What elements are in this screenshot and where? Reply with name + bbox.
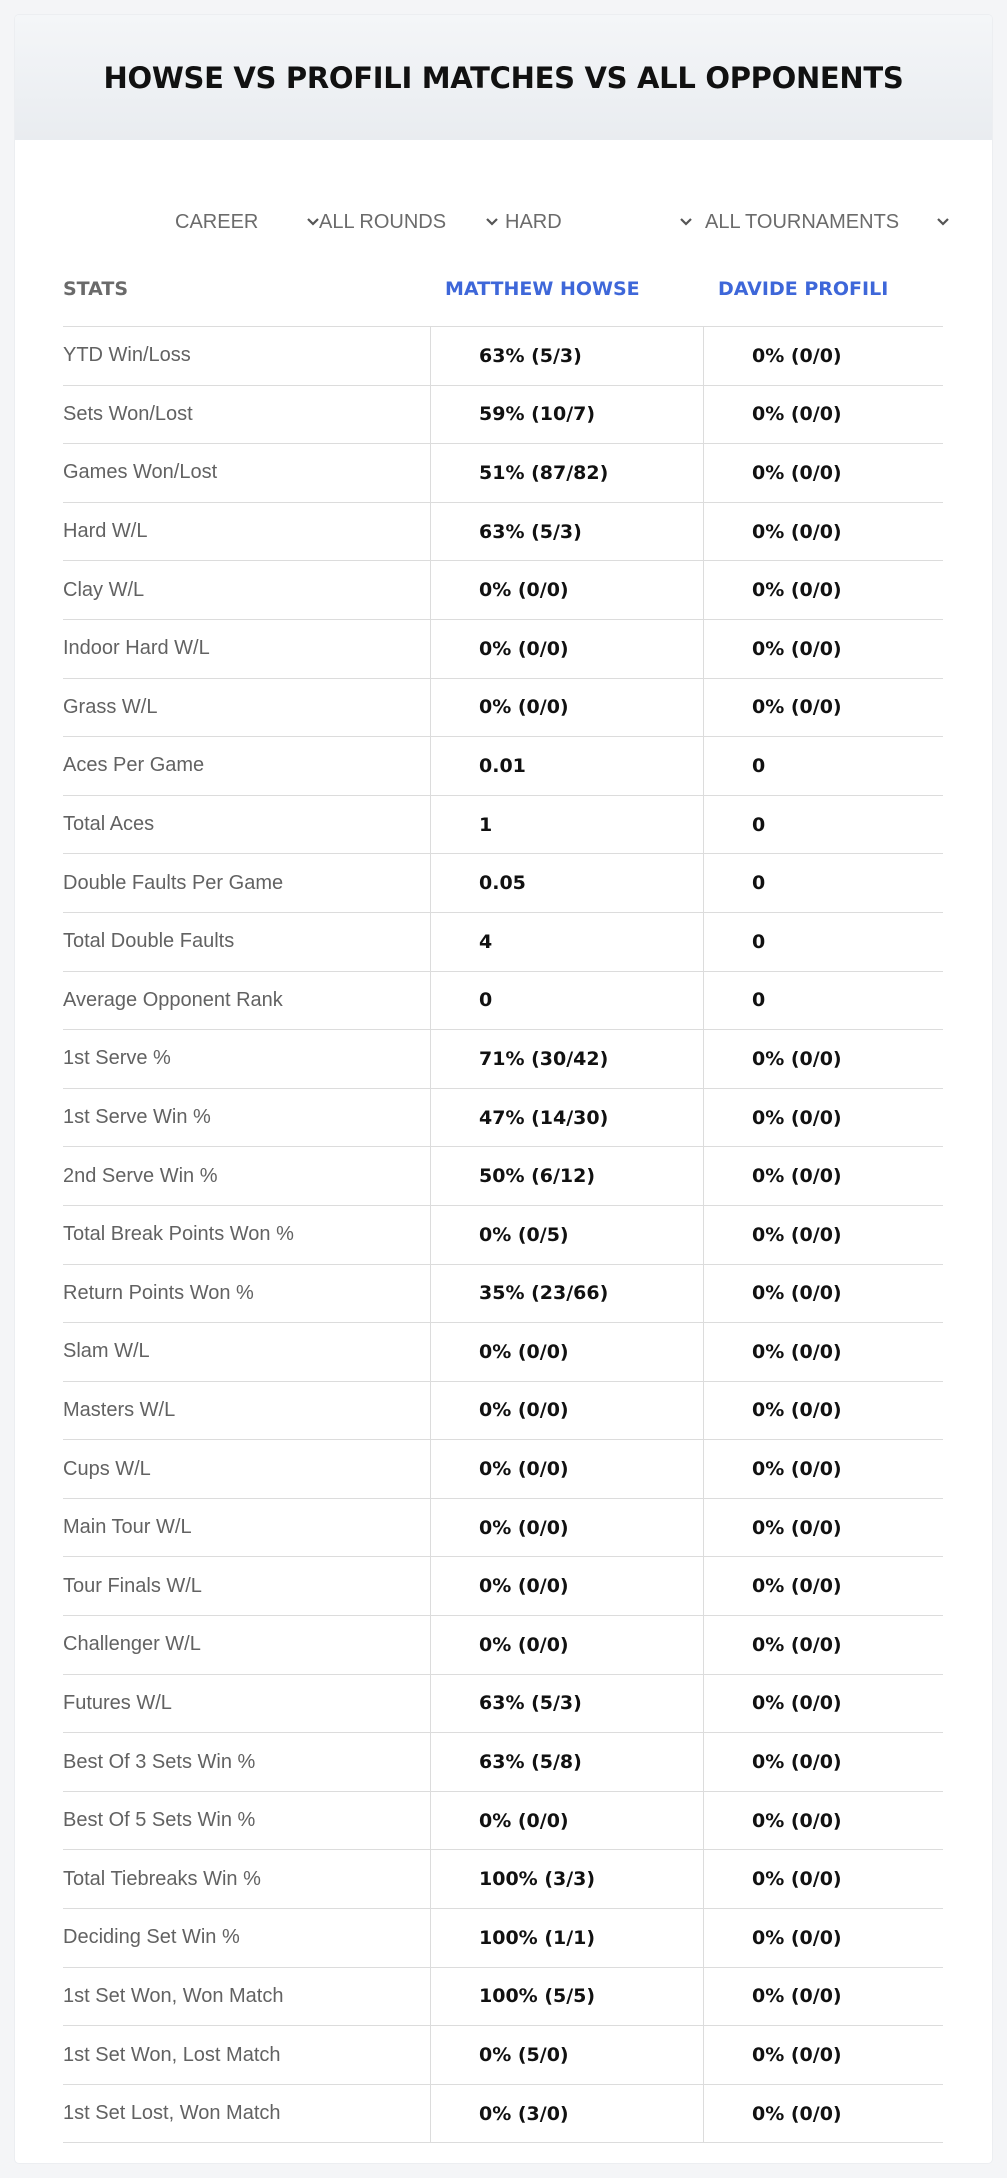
player1-value: 0% (0/0)	[430, 561, 703, 619]
stats-card	[15, 15, 992, 2163]
player1-value: 100% (1/1)	[430, 1909, 703, 1967]
table-row	[63, 1147, 943, 1206]
table-row	[63, 2026, 943, 2085]
player2-value: 0% (0/0)	[703, 386, 943, 444]
round-select-value: ALL ROUNDS	[319, 210, 447, 233]
player2-value: 0% (0/0)	[703, 1089, 943, 1147]
stat-label: Total Double Faults	[63, 930, 235, 953]
table-row	[63, 1440, 943, 1499]
table-row	[63, 1675, 943, 1734]
player2-value: 0% (0/0)	[703, 1382, 943, 1440]
player2-value: 0% (0/0)	[703, 444, 943, 502]
player2-value: 0	[703, 913, 943, 971]
table-body	[63, 327, 943, 2143]
chevron-down-icon	[485, 215, 499, 229]
table-row	[63, 1557, 943, 1616]
table-header	[63, 251, 943, 327]
player1-value: 0% (0/0)	[430, 1499, 703, 1557]
player2-value: 0	[703, 854, 943, 912]
stat-label: Best Of 3 Sets Win %	[63, 1750, 256, 1773]
player1-value: 0.01	[430, 737, 703, 795]
player1-column-header[interactable]: MATTHEW HOWSE	[445, 278, 640, 300]
stat-label: Challenger W/L	[63, 1633, 201, 1656]
table-row	[63, 1030, 943, 1089]
player1-value: 71% (30/42)	[430, 1030, 703, 1088]
stat-label: Tour Finals W/L	[63, 1574, 202, 1597]
table-row	[63, 444, 943, 503]
player1-value: 47% (14/30)	[430, 1089, 703, 1147]
table-row	[63, 854, 943, 913]
table-row	[63, 737, 943, 796]
stat-label: Deciding Set Win %	[63, 1926, 240, 1949]
stat-label: Masters W/L	[63, 1398, 176, 1421]
player2-value: 0% (0/0)	[703, 503, 943, 561]
player1-value: 35% (23/66)	[430, 1265, 703, 1323]
player2-value: 0% (0/0)	[703, 1792, 943, 1850]
stat-label: Cups W/L	[63, 1457, 151, 1480]
table-row	[63, 1850, 943, 1909]
player2-value: 0% (0/0)	[703, 1850, 943, 1908]
surface-select-value: HARD	[505, 210, 562, 233]
player1-value: 0	[430, 972, 703, 1030]
table-row	[63, 1089, 943, 1148]
stat-label: Return Points Won %	[63, 1281, 254, 1304]
surface-select[interactable]	[505, 187, 693, 257]
stat-label: Total Tiebreaks Win %	[63, 1867, 261, 1890]
player1-value: 63% (5/3)	[430, 327, 703, 385]
table-row	[63, 386, 943, 445]
chevron-down-icon	[679, 215, 693, 229]
player2-value: 0% (0/0)	[703, 561, 943, 619]
player2-value: 0% (0/0)	[703, 1499, 943, 1557]
chevron-down-icon	[936, 215, 950, 229]
player1-value: 1	[430, 796, 703, 854]
stat-label: Futures W/L	[63, 1691, 172, 1714]
player2-value: 0	[703, 972, 943, 1030]
stat-label: Clay W/L	[63, 578, 145, 601]
stat-label: 1st Set Lost, Won Match	[63, 2102, 281, 2125]
stat-label: Total Aces	[63, 813, 155, 836]
player2-value: 0% (0/0)	[703, 1733, 943, 1791]
table-row	[63, 913, 943, 972]
stat-label: 1st Set Won, Won Match	[63, 1984, 284, 2007]
table-row	[63, 1265, 943, 1324]
player2-value: 0% (0/0)	[703, 2085, 943, 2143]
stat-label: 1st Serve Win %	[63, 1106, 211, 1129]
table-row	[63, 503, 943, 562]
stats-column-header: STATS	[63, 278, 129, 300]
player2-value: 0	[703, 796, 943, 854]
player1-value: 63% (5/3)	[430, 1675, 703, 1733]
player2-value: 0% (0/0)	[703, 1440, 943, 1498]
stat-label: Grass W/L	[63, 695, 158, 718]
player1-value: 0% (0/0)	[430, 1616, 703, 1674]
player1-value: 59% (10/7)	[430, 386, 703, 444]
stat-label: YTD Win/Loss	[63, 344, 191, 367]
player1-value: 100% (5/5)	[430, 1968, 703, 2026]
player2-value: 0% (0/0)	[703, 1909, 943, 1967]
player1-value: 0% (0/0)	[430, 620, 703, 678]
player2-value: 0% (0/0)	[703, 1030, 943, 1088]
chevron-down-icon	[306, 215, 320, 229]
player2-value: 0% (0/0)	[703, 1323, 943, 1381]
table-row	[63, 1792, 943, 1851]
player2-value: 0% (0/0)	[703, 679, 943, 737]
player1-value: 0% (0/0)	[430, 1440, 703, 1498]
player2-value: 0% (0/0)	[703, 1265, 943, 1323]
table-row	[63, 1382, 943, 1441]
table-row	[63, 620, 943, 679]
period-select-value: CAREER	[175, 210, 259, 233]
table-row	[63, 2085, 943, 2144]
player1-value: 51% (87/82)	[430, 444, 703, 502]
stat-label: 1st Serve %	[63, 1047, 171, 1070]
player1-value: 0% (0/0)	[430, 679, 703, 737]
player1-value: 0.05	[430, 854, 703, 912]
tournament-select[interactable]	[705, 187, 950, 257]
player1-value: 63% (5/8)	[430, 1733, 703, 1791]
player2-value: 0	[703, 737, 943, 795]
stat-label: Slam W/L	[63, 1340, 150, 1363]
table-row	[63, 1733, 943, 1792]
stats-table	[63, 251, 943, 2143]
player2-column-header[interactable]: DAVIDE PROFILI	[718, 278, 889, 300]
table-row	[63, 1616, 943, 1675]
player2-value: 0% (0/0)	[703, 1968, 943, 2026]
table-row	[63, 1499, 943, 1558]
player2-value: 0% (0/0)	[703, 1147, 943, 1205]
table-row	[63, 561, 943, 620]
stat-label: Total Break Points Won %	[63, 1223, 294, 1246]
player1-value: 63% (5/3)	[430, 503, 703, 561]
table-row	[63, 1909, 943, 1968]
player1-value: 0% (0/0)	[430, 1382, 703, 1440]
player2-value: 0% (0/0)	[703, 1675, 943, 1733]
stat-label: Double Faults Per Game	[63, 871, 284, 894]
player2-value: 0% (0/0)	[703, 1616, 943, 1674]
stat-label: Aces Per Game	[63, 754, 205, 777]
table-row	[63, 1206, 943, 1265]
card-header	[15, 15, 992, 140]
player2-value: 0% (0/0)	[703, 620, 943, 678]
player1-value: 0% (5/0)	[430, 2026, 703, 2084]
player2-value: 0% (0/0)	[703, 2026, 943, 2084]
player1-value: 0% (0/0)	[430, 1557, 703, 1615]
player1-value: 100% (3/3)	[430, 1850, 703, 1908]
filter-bar	[15, 187, 992, 257]
player2-value: 0% (0/0)	[703, 1557, 943, 1615]
stat-label: Sets Won/Lost	[63, 402, 193, 425]
table-row	[63, 796, 943, 855]
table-row	[63, 679, 943, 738]
period-select[interactable]	[175, 187, 320, 257]
stat-label: 2nd Serve Win %	[63, 1164, 218, 1187]
player1-value: 4	[430, 913, 703, 971]
stat-label: Indoor Hard W/L	[63, 637, 210, 660]
stat-label: Best Of 5 Sets Win %	[63, 1809, 256, 1832]
player1-value: 50% (6/12)	[430, 1147, 703, 1205]
table-row	[63, 1968, 943, 2027]
player1-value: 0% (0/5)	[430, 1206, 703, 1264]
player2-value: 0% (0/0)	[703, 327, 943, 385]
table-row	[63, 1323, 943, 1382]
stat-label: 1st Set Won, Lost Match	[63, 2043, 281, 2066]
stat-label: Main Tour W/L	[63, 1516, 192, 1539]
table-row	[63, 972, 943, 1031]
table-row	[63, 327, 943, 386]
page-title: HOWSE VS PROFILI MATCHES VS ALL OPPONENTS	[103, 60, 904, 95]
stat-label: Average Opponent Rank	[63, 988, 283, 1011]
stat-label: Hard W/L	[63, 520, 148, 543]
tournament-select-value: ALL TOURNAMENTS	[705, 210, 900, 233]
round-select[interactable]	[319, 187, 499, 257]
player1-value: 0% (3/0)	[430, 2085, 703, 2143]
stat-label: Games Won/Lost	[63, 461, 218, 484]
player2-value: 0% (0/0)	[703, 1206, 943, 1264]
player1-value: 0% (0/0)	[430, 1323, 703, 1381]
player1-value: 0% (0/0)	[430, 1792, 703, 1850]
